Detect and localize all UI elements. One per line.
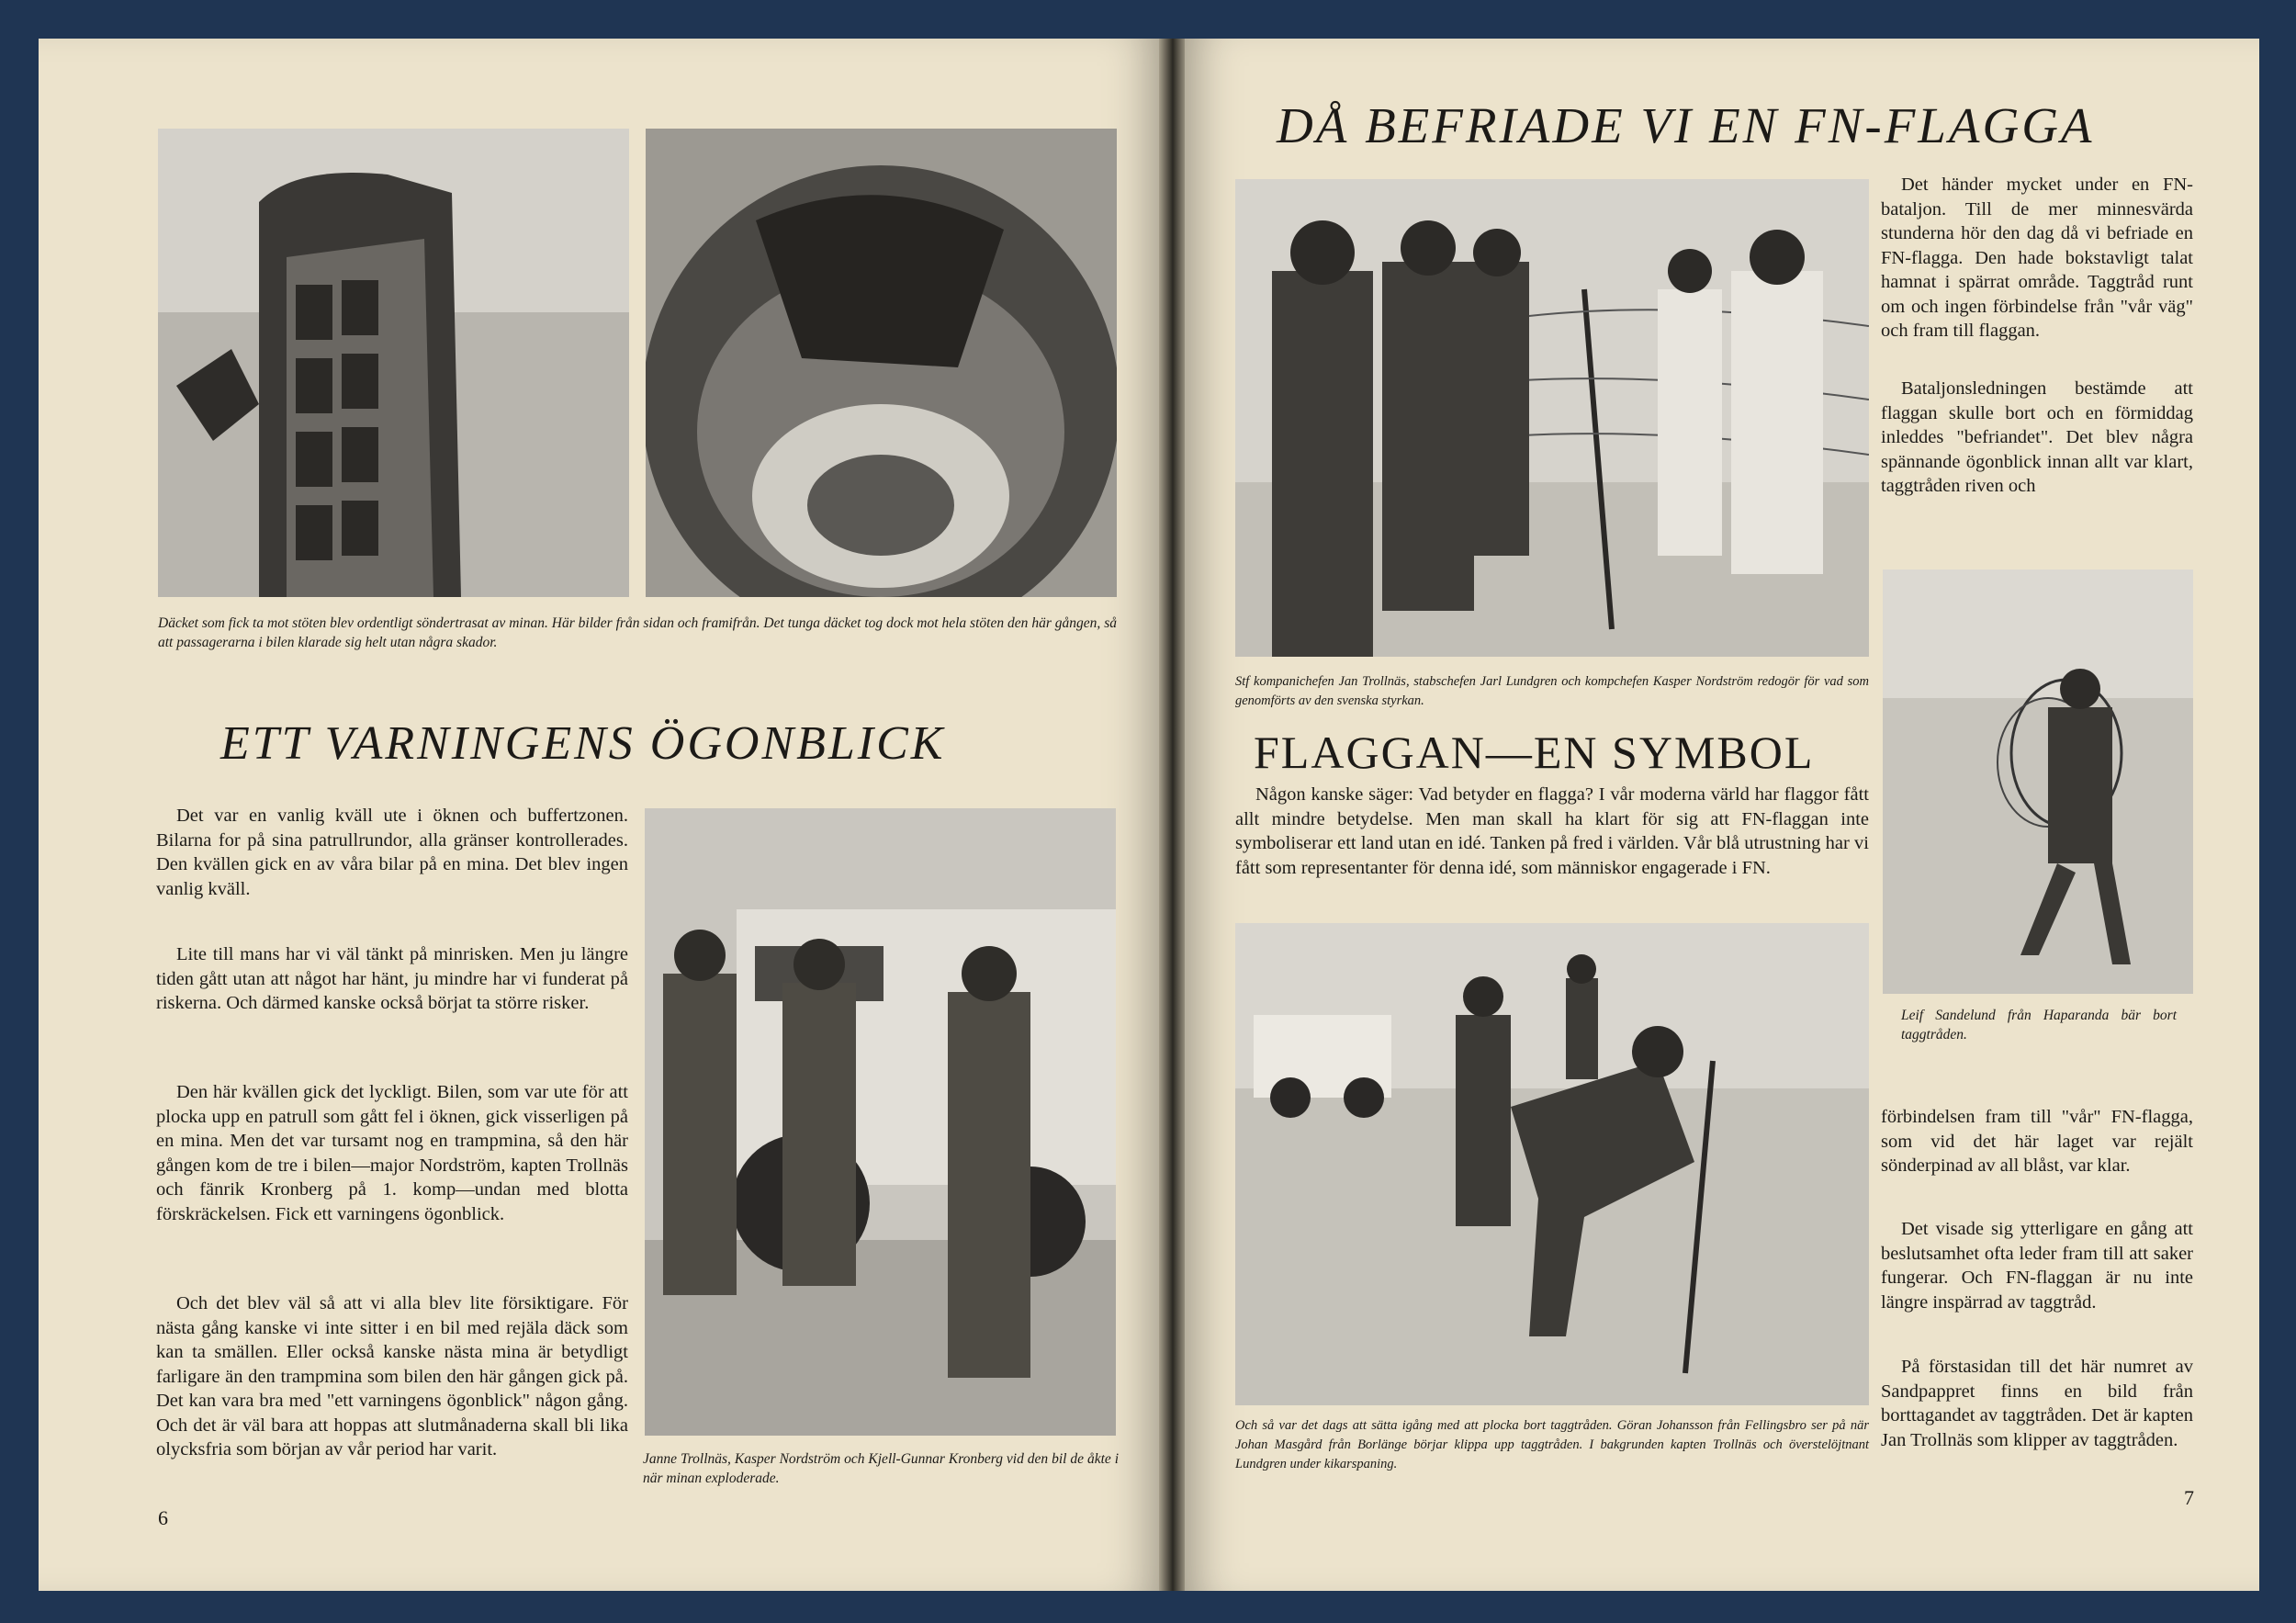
right-subheading: FLAGGAN—EN SYMBOL: [1254, 727, 1815, 778]
right-heading: DÅ BEFRIADE VI EN FN-FLAGGA: [1277, 97, 2095, 153]
wire-photo-caption: Leif Sandelund från Haparanda bär bort taggtråden.: [1901, 1008, 2177, 1043]
wire-carrier-photo: [1883, 569, 2193, 994]
soldiers-by-vehicle-photo: [645, 808, 1116, 1436]
wire-cutting-caption: Och så var det dags att sätta igång med att plocka bort taggtråden. Göran Johansson från Fellingsbro ser på när Johan Masgård från Borlänge börjar klippa upp taggtråden. I bakgrunden kapten Trollnäs och överstelöjtnant Lundgren under kikarspaning.: [1235, 1418, 1869, 1471]
left-paragraph-3: Den här kvällen gick det lyckligt. Bilen, som var ute för att plocka upp en patrull som gått fel i öknen, gick visserligen på en mina. Men det var tursamt nog en trampmina, så den här gången kom de tre i bilen—major Nordström, kapten Trollnäs och fänrik Kronberg på 1. komp—undan med blotta förskräckelsen. Fick ett varningens ögonblick.: [156, 1082, 628, 1224]
right-bottom-paragraph-2: Det visade sig ytterligare en gång att beslutsamhet ofta leder fram till att saker fungerar. Och FN-flaggan är nu inte längre inspärrad av taggtråd.: [1881, 1219, 2193, 1313]
right-top-paragraph-1: Det händer mycket under en FN-bataljon. Till de mer minnesvärda stunderna hör den dag då vi befriade en FN-flagga. Den hade bokstavligt talat hamnat i spärrat område. Taggtråd runt om och ingen förbindelse från "vår väg" och fram till flaggan.: [1881, 175, 2193, 341]
tire-front-photo: [646, 129, 1117, 597]
right-top-paragraph-2: Bataljonsledningen bestämde att flaggan skulle bort och en förmiddag inleddes "befriandet". Det blev några spännande ögonblick innan allt var klart, taggtråden riven och: [1881, 378, 2193, 496]
left-paragraph-2: Lite till mans har vi väl tänkt på minrisken. Men ju längre tiden gått utan att något har hänt, ju mindre har vi funderat på riskerna. Och därmed kanske också börjat ta större risker.: [156, 944, 628, 1013]
left-paragraph-1: Det var en vanlig kväll ute i öknen och buffertzonen. Bilarna for på sina patrullrundor, alla gränser kontrollerades. Den kvällen gick en av våra bilar på en mina. Det blev ingen vanlig kväll.: [156, 806, 628, 899]
fence-briefing-photo: [1235, 179, 1869, 657]
right-bottom-paragraph-1: förbindelsen fram till "vår" FN-flagga, som vid det här laget var rejält sönderpinad av all blåst, var klar.: [1881, 1107, 2193, 1176]
tire-photo-caption: Däcket som fick ta mot stöten blev ordentligt söndertrasat av minan. Här bilder från sidan och framifrån. Det tunga däcket tog dock mot hela stöten den här gången, så att passagerarna i bilen klarade sig helt utan några skador.: [158, 615, 1117, 650]
wire-cutting-photo: [1235, 923, 1869, 1405]
symbol-paragraph: Någon kanske säger: Vad betyder en flagga? I vår moderna värld har flaggor fått allt mindre betydelse. Men man skall ha klart för sig att FN-flaggan inte symboliserar ett land utan en idé. Tanken på fred i världen. Vår blå utrustning har vi fått som representanter för denna idé, som människor engagerade i FN.: [1235, 784, 1869, 878]
left-paragraph-4: Och det blev väl så att vi alla blev lite försiktigare. För nästa gång kanske vi inte sitter i en bil med rejäla däck som kan ta smällen. Eller också kanske nästa mina är betydligt farligare än den trampmina som bilen den här gången gick på. Det kan vara bra med "ett varningens ögonblick" någon gång. Och det är väl bara att hoppas att slutmånaderna skall bli lika olycksfria som början av vår period har varit.: [156, 1293, 628, 1460]
fence-photo-caption: Stf kompanichefen Jan Trollnäs, stabschefen Jarl Lundgren och kompchefen Kasper Nordström redogör för vad som genomförts av den svenska styrkan.: [1235, 674, 1869, 708]
book-spine: [1159, 39, 1187, 1591]
left-heading: ETT VARNINGENS ÖGONBLICK: [220, 717, 946, 770]
tire-side-photo: [158, 129, 629, 597]
page-number-left: 6: [158, 1506, 168, 1529]
soldiers-photo-caption: Janne Trollnäs, Kasper Nordström och Kjell-Gunnar Kronberg vid den bil de åkte i när minan exploderade.: [643, 1451, 1119, 1486]
page-number-right: 7: [2184, 1486, 2194, 1509]
right-bottom-paragraph-3: På förstasidan till det här numret av Sandpappret finns en bild från borttagandet av taggtråden. Det är kapten Jan Trollnäs som klipper av taggtråden.: [1881, 1357, 2193, 1450]
